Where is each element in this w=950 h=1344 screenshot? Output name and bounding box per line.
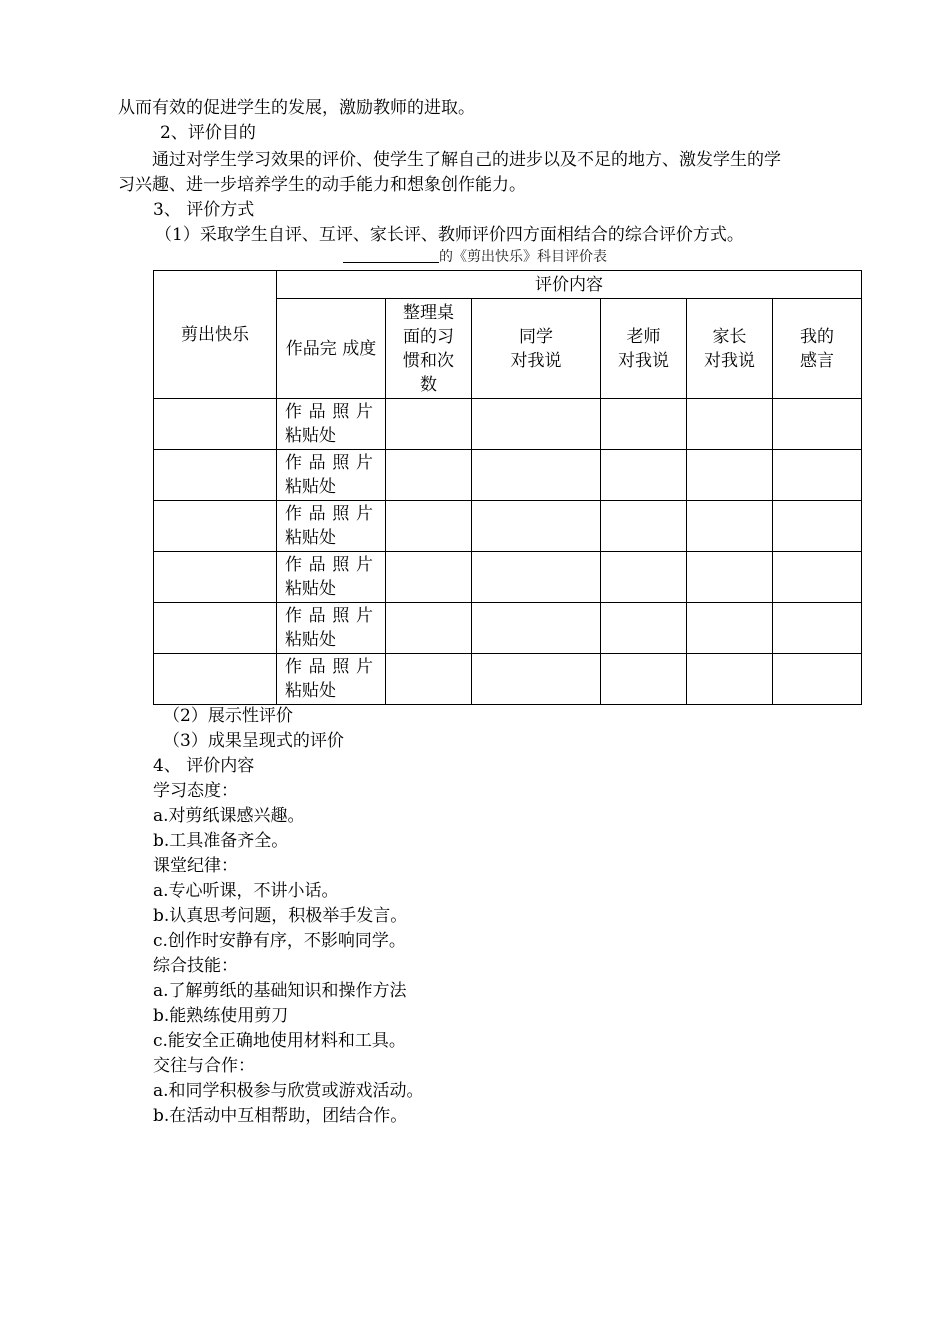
caption-blank[interactable]: [343, 248, 439, 263]
table-row: [154, 552, 862, 603]
section-heading-4: 4、 评价内容: [153, 756, 255, 776]
list-item: c.创作时安静有序，不影响同学。: [153, 931, 406, 951]
table-row: [154, 603, 862, 654]
section-heading-3: 3、 评价方式: [153, 200, 255, 220]
cooperation-heading: 交往与合作：: [153, 1056, 255, 1076]
table-row: [154, 399, 862, 450]
table-row: [154, 654, 862, 705]
col-header-desk-habit: 整理桌面的习惯和次数: [386, 299, 472, 399]
purpose-text-line1: 通过对学生学习效果的评价、使学生了解自己的进步以及不足的地方、激发学生的学: [152, 150, 781, 170]
purpose-text-line2: 习兴趣、进一步培养学生的动手能力和想象创作能力。: [118, 175, 526, 195]
list-item: b.工具准备齐全。: [153, 831, 289, 851]
table-caption: [0, 248, 950, 266]
photo-paste-cell[interactable]: 作 品 照 片 粘贴处: [277, 399, 386, 450]
table-row: [154, 450, 862, 501]
photo-paste-cell[interactable]: 作 品 照 片 粘贴处: [277, 552, 386, 603]
list-item: c.能安全正确地使用材料和工具。: [153, 1031, 406, 1051]
method-3: （3）成果呈现式的评价: [163, 731, 344, 751]
photo-paste-cell[interactable]: 作 品 照 片 粘贴处: [277, 603, 386, 654]
photo-paste-cell[interactable]: 作 品 照 片 粘贴处: [277, 654, 386, 705]
table-row: [154, 501, 862, 552]
col-header-completion: 作品完 成度: [277, 299, 386, 399]
table-header-row-1: [154, 271, 862, 299]
list-item: b.在活动中互相帮助，团结合作。: [153, 1106, 408, 1126]
col-header-teacher: 老师 对我说: [601, 299, 687, 399]
photo-paste-cell[interactable]: 作 品 照 片 粘贴处: [277, 501, 386, 552]
method-2: （2）展示性评价: [163, 706, 293, 726]
list-item: b.认真思考问题，积极举手发言。: [153, 906, 408, 926]
list-item: b.能熟练使用剪刀: [153, 1006, 289, 1026]
attitude-heading: 学习态度：: [153, 781, 238, 801]
evaluation-table: [153, 270, 862, 705]
group-header-cell: 评价内容: [277, 271, 862, 299]
method-1: （1）采取学生自评、互评、家长评、教师评价四方面相结合的综合评价方式。: [155, 225, 744, 245]
list-item: a.和同学积极参与欣赏或游戏活动。: [153, 1081, 424, 1101]
paragraph-continuation: 从而有效的促进学生的发展，激励教师的进取。: [118, 98, 475, 118]
caption-text: 的《剪出快乐》科目评价表: [439, 249, 607, 265]
discipline-heading: 课堂纪律：: [153, 856, 238, 876]
list-item: a.了解剪纸的基础知识和操作方法: [153, 981, 407, 1001]
col-header-my-thoughts: 我的感言: [773, 299, 862, 399]
section-heading-2: 2、评价目的: [160, 123, 256, 143]
list-item: a.对剪纸课感兴趣。: [153, 806, 305, 826]
col-header-parents: 家长 对我说: [687, 299, 773, 399]
row-header-cell: 剪出快乐: [154, 271, 277, 399]
skills-heading: 综合技能：: [153, 956, 238, 976]
list-item: a.专心听课，不讲小话。: [153, 881, 339, 901]
col-header-classmates: 同学 对我说: [472, 299, 601, 399]
photo-paste-cell[interactable]: 作 品 照 片 粘贴处: [277, 450, 386, 501]
